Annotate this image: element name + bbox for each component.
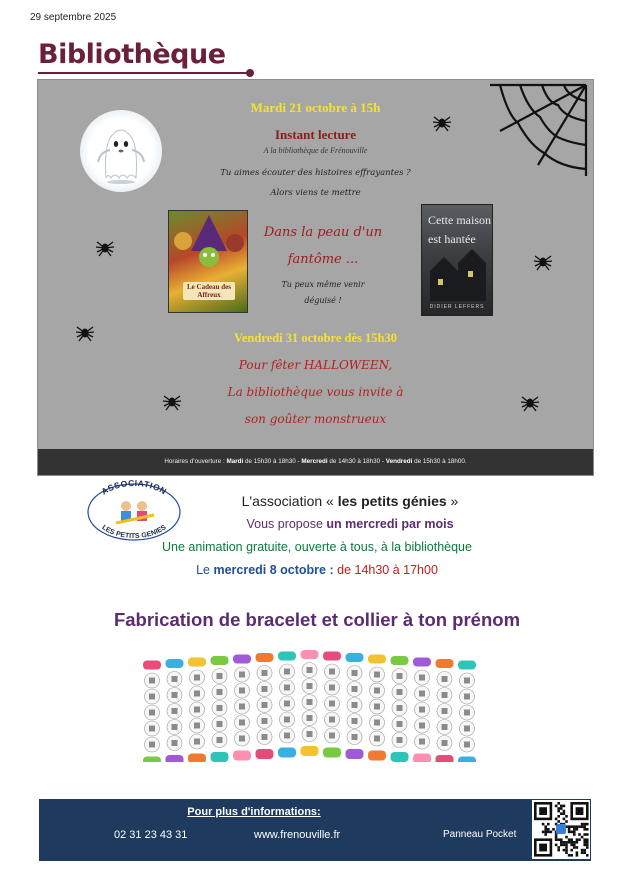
bead: [262, 702, 268, 708]
bead: [352, 702, 358, 708]
book-cover-maison-hantee: [421, 204, 493, 316]
bead: [233, 655, 251, 664]
qr-code-icon[interactable]: [532, 800, 590, 859]
book-cover-cadeau-des-affreux: [168, 210, 248, 313]
bead: [211, 752, 229, 762]
document-date: 29 septembre 2025: [30, 12, 117, 23]
event-date-2: Vendredi 31 octobre dès 15h30: [234, 331, 397, 345]
bead: [329, 669, 335, 675]
association-line-4: [0, 563, 634, 577]
bead: [442, 740, 448, 746]
bead: [143, 661, 161, 670]
hours-time-wednesday: de 14h30 à 18h30 -: [327, 458, 386, 465]
bead: [442, 692, 448, 698]
halloween-line-3: son goûter monstrueux: [244, 412, 387, 426]
bead: [458, 661, 476, 670]
bead: [307, 699, 313, 705]
bead: [262, 670, 268, 676]
opening-hours-bar: [38, 449, 593, 475]
bead: [419, 739, 425, 745]
bead: [464, 678, 470, 684]
bead: [329, 701, 335, 707]
bead: [301, 746, 319, 756]
bead: [307, 731, 313, 737]
heading-underline: [38, 72, 250, 74]
bead: [391, 656, 409, 665]
bead: [143, 757, 161, 763]
bead: [211, 656, 229, 665]
association-date-prefix: Le: [196, 563, 214, 577]
bead: [172, 724, 178, 730]
bead: [391, 752, 409, 762]
association-prefix: L'association «: [241, 493, 338, 509]
bead: [397, 705, 403, 711]
poster-costume-line-2: déguisé !: [304, 296, 342, 305]
bead: [464, 694, 470, 700]
bead: [284, 701, 290, 707]
bead: [352, 734, 358, 740]
bead: [397, 673, 403, 679]
bead: [166, 659, 184, 668]
halloween-line-2: La bibliothèque vous invite à: [227, 385, 404, 399]
hours-prefix: Horaires d'ouverture :: [164, 458, 227, 465]
footer-website[interactable]: www.frenouville.fr: [254, 829, 341, 841]
bead: [346, 653, 364, 662]
section-title: Bibliothèque: [38, 39, 226, 70]
bead: [323, 652, 341, 661]
bead: [278, 652, 296, 661]
bead: [284, 685, 290, 691]
hours-day-friday: Vendredi: [385, 458, 413, 465]
spider-icon: [74, 322, 96, 344]
bead: [397, 721, 403, 727]
bead: [166, 755, 184, 762]
bead: [284, 717, 290, 723]
poster-question: Tu aimes écouter des histoires effrayantes ?: [220, 168, 411, 178]
bead: [307, 683, 313, 689]
bead: [217, 689, 223, 695]
bead: [442, 708, 448, 714]
hours-time-friday: de 15h30 à 18h00.: [412, 458, 467, 465]
association-line-2: [66, 517, 634, 531]
footer-phone[interactable]: 02 31 23 43 31: [114, 829, 188, 841]
bead: [323, 748, 341, 758]
bead: [368, 655, 386, 664]
bead: [149, 694, 155, 700]
bead: [346, 749, 364, 759]
bead: [374, 688, 380, 694]
bead: [239, 672, 245, 678]
bead: [262, 718, 268, 724]
bead: [233, 751, 251, 761]
bead: [419, 723, 425, 729]
bead: [436, 659, 454, 668]
logo-top-text: ASSOCIATION: [99, 477, 169, 497]
bead: [436, 755, 454, 762]
bead: [352, 686, 358, 692]
bead: [278, 748, 296, 758]
poster-invitation: Alors viens te mettre: [270, 188, 361, 198]
bead: [374, 672, 380, 678]
association-date: mercredi 8 octobre :: [213, 563, 334, 577]
bead: [374, 720, 380, 726]
bead: [172, 740, 178, 746]
event-location: A la bibliothèque de Frénouville: [263, 146, 368, 155]
association-name: les petits génies: [337, 493, 447, 509]
hours-day-tuesday: Mardi: [226, 458, 244, 465]
spider-icon: [431, 112, 453, 134]
spider-icon: [532, 251, 554, 273]
bead: [217, 721, 223, 727]
bead: [301, 650, 319, 659]
logo-bottom-text: LES PETITS GENIES: [100, 524, 168, 541]
bead: [194, 691, 200, 697]
bead: [419, 691, 425, 697]
book-right-title: Cette maison est hantée: [428, 213, 491, 246]
book-left-title: Le Cadeau des Affreux: [183, 282, 235, 300]
bracelets-illustration: [140, 644, 492, 762]
bead: [397, 689, 403, 695]
bead: [239, 704, 245, 710]
bead: [352, 670, 358, 676]
association-logo: [82, 476, 186, 542]
bead: [374, 736, 380, 742]
spider-icon: [519, 392, 541, 414]
association-frequency: un mercredi par mois: [326, 517, 454, 531]
halloween-line-1: Pour fêter HALLOWEEN,: [238, 358, 393, 372]
bead: [397, 737, 403, 743]
bead: [194, 739, 200, 745]
bead: [307, 667, 313, 673]
bead: [149, 678, 155, 684]
bead: [262, 734, 268, 740]
bead: [149, 710, 155, 716]
association-suffix: »: [446, 493, 459, 509]
bead: [413, 658, 431, 667]
bead: [464, 710, 470, 716]
bead: [256, 749, 274, 759]
bead: [188, 658, 206, 667]
bead: [464, 726, 470, 732]
section-heading: [38, 40, 226, 70]
bead: [262, 686, 268, 692]
bead: [217, 673, 223, 679]
poster-ghost-line-2: fantôme ...: [287, 252, 359, 267]
bead: [464, 742, 470, 748]
bead: [172, 692, 178, 698]
bead: [352, 718, 358, 724]
bead: [172, 708, 178, 714]
bead: [194, 707, 200, 713]
info-footer: [39, 799, 591, 861]
bead: [442, 724, 448, 730]
bead: [194, 675, 200, 681]
bead: [419, 675, 425, 681]
bead: [188, 754, 206, 763]
hours-time-tuesday: de 15h30 à 18h30 -: [243, 458, 302, 465]
spider-icon: [94, 237, 116, 259]
event-date-1: Mardi 21 octobre à 15h: [250, 100, 381, 115]
bead: [442, 676, 448, 682]
bead: [307, 715, 313, 721]
association-line-3: Une animation gratuite, ouverte à tous, à la bibliothèque: [162, 540, 472, 554]
poster-costume-line-1: Tu peux même venir: [281, 280, 365, 289]
footer-app-name: Panneau Pocket: [443, 829, 517, 840]
bead: [413, 754, 431, 763]
spider-icon: [161, 391, 183, 413]
bead: [368, 751, 386, 761]
halloween-poster: [37, 79, 594, 476]
association-line-1: [66, 493, 634, 509]
bead: [329, 685, 335, 691]
bead: [419, 707, 425, 713]
bead: [149, 726, 155, 732]
bead: [217, 705, 223, 711]
bead: [172, 676, 178, 682]
bead: [458, 757, 476, 763]
bead: [256, 653, 274, 662]
activity-title: Fabrication de bracelet et collier à ton prénom: [113, 609, 521, 630]
bead: [217, 737, 223, 743]
bead: [239, 736, 245, 742]
book-right-author: DIDIER LEFFERS: [429, 304, 485, 310]
bead: [149, 742, 155, 748]
poster-ghost-line-1: Dans la peau d'un: [263, 225, 383, 240]
bead: [284, 669, 290, 675]
bead: [329, 717, 335, 723]
event-name-instant-lecture: Instant lecture: [274, 127, 356, 142]
bead: [329, 733, 335, 739]
hours-day-wednesday: Mercredi: [301, 458, 328, 465]
bead: [239, 720, 245, 726]
bead: [194, 723, 200, 729]
bead: [374, 704, 380, 710]
association-offer: Vous propose: [246, 517, 327, 531]
bead: [239, 688, 245, 694]
association-time: de 14h30 à 17h00: [333, 563, 438, 577]
heading-underline-dot: [246, 69, 254, 77]
footer-title: Pour plus d'informations:: [187, 806, 321, 818]
bead: [284, 733, 290, 739]
